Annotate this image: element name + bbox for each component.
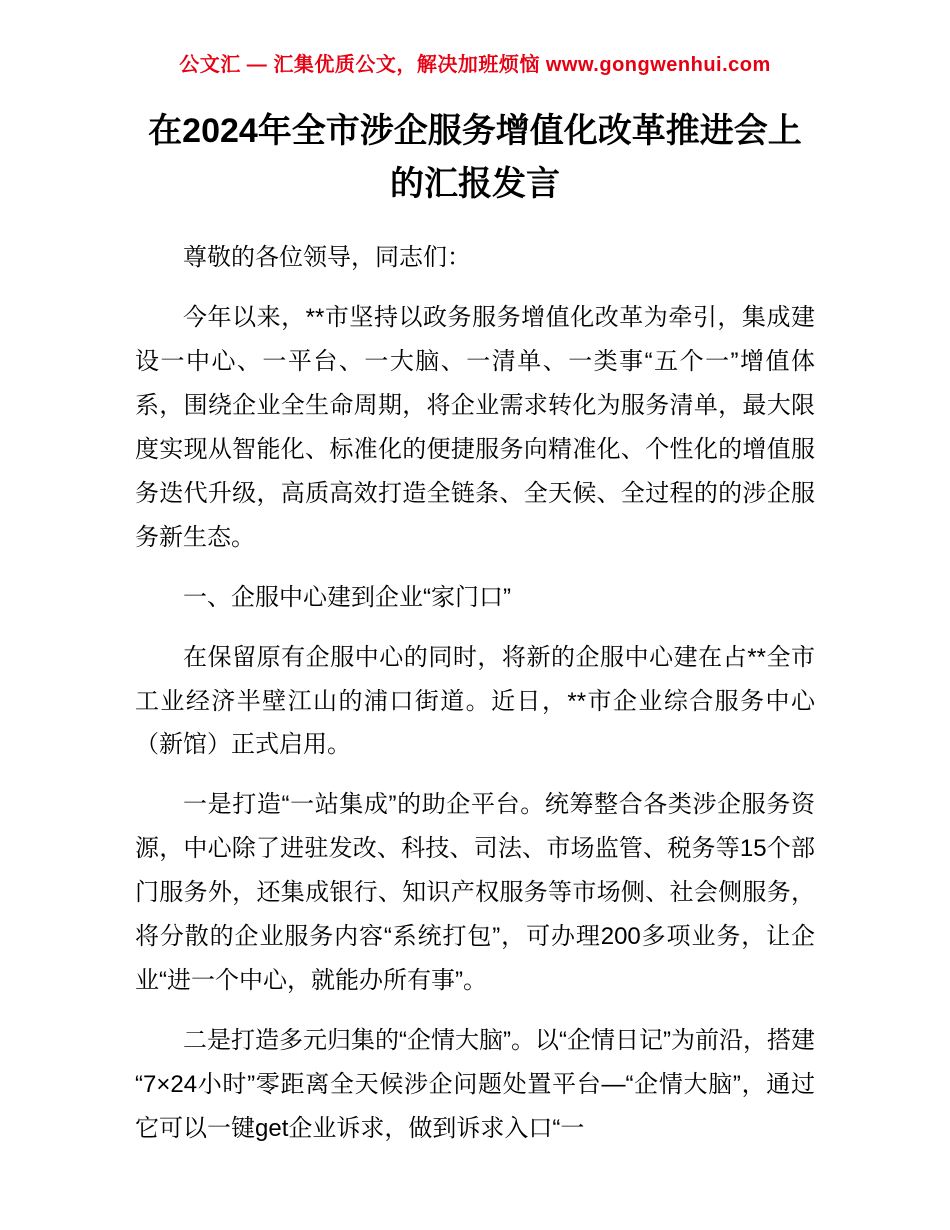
document-body <box>135 236 815 1150</box>
document-title: 在2024年全市涉企服务增值化改革推进会上的汇报发言 <box>148 112 802 203</box>
body-paragraph: 在保留原有企服中心的同时，将新的企服中心建在占**全市工业经济半壁江山的浦口街道。近日，**市企业综合服务中心（新馆）正式启用。 <box>135 643 815 759</box>
body-paragraph: 一是打造“一站集成”的助企平台。统筹整合各类涉企服务资源，中心除了进驻发改、科技、司法、市场监管、税务等15个部门服务外，还集成银行、知识产权服务等市场侧、社会侧服务，将分散的企业服务内容“系统打包”，可办理200多项业务，让企业“进一个中心，就能办所有事”。 <box>135 791 815 994</box>
section-heading-1: 一、企服中心建到企业“家门口” <box>183 583 511 611</box>
intro-paragraph: 今年以来，**市坚持以政务服务增值化改革为牵引，集成建设一中心、一平台、一大脑、一清单、一类事“五个一”增值体系，围绕企业全生命周期，将企业需求转化为服务清单，最大限度实现从智能化、标准化的便捷服务向精准化、个性化的增值服务迭代升级，高质高效打造全链条、全天候、全过程的的涉企服务新生态。 <box>135 304 815 551</box>
salutation-paragraph: 尊敬的各位领导，同志们： <box>183 244 471 272</box>
site-watermark-header: 公文汇 — 汇集优质公文，解决加班烦恼 www.gongwenhui.com <box>179 54 771 76</box>
body-paragraph: 二是打造多元归集的“企情大脑”。以“企情日记”为前沿，搭建“7×24小时”零距离全天候涉企问题处置平台—“企情大脑”，通过它可以一键get企业诉求，做到诉求入口“一 <box>135 1026 815 1142</box>
